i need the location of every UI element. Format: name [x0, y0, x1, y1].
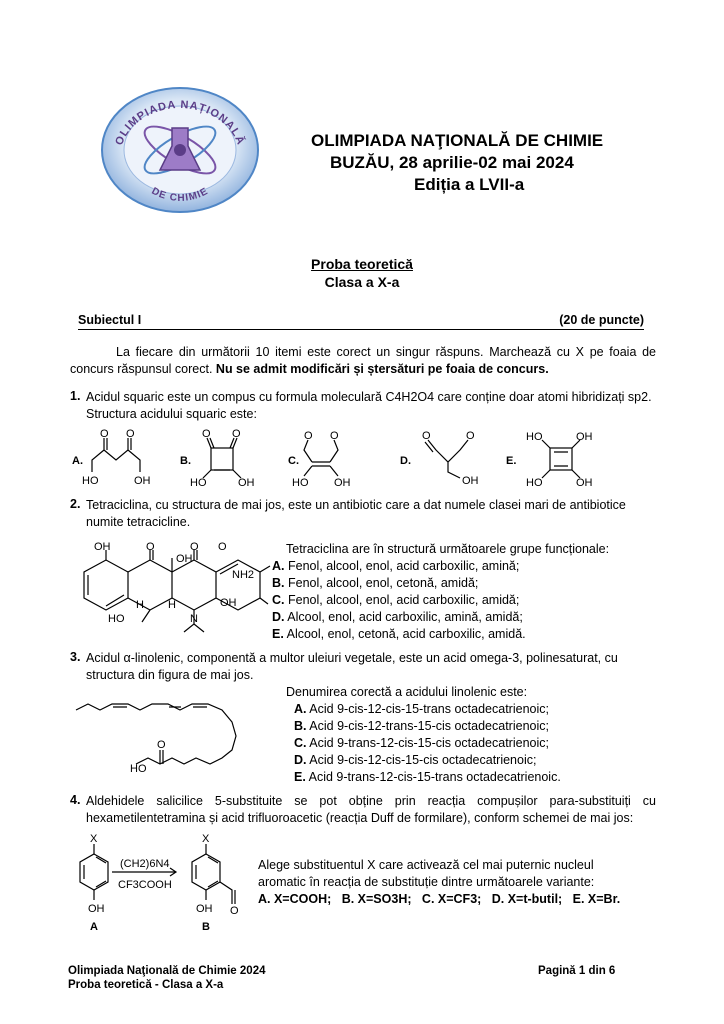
instructions	[70, 344, 656, 378]
q1-atom: O	[422, 430, 431, 442]
q1-atom: O	[126, 428, 135, 440]
q2-option-e: E. Alcool, enol, cetonă, acid carboxilic, amidă.	[272, 627, 526, 641]
q1-atom: HO	[82, 475, 99, 487]
q2-atom: OH	[176, 553, 193, 565]
logo	[98, 84, 262, 214]
exam-class: Clasa a X-a	[324, 274, 400, 290]
q1-atom: OH	[134, 475, 151, 487]
q2-atom: N	[190, 613, 198, 625]
q2-atom: OH	[220, 597, 237, 609]
q1-atom: HO	[526, 431, 543, 443]
duff-reaction-scheme	[72, 832, 252, 936]
q1-atom: OH	[334, 477, 351, 489]
q1-label-d: D.	[400, 455, 411, 467]
q2-atom: NH2	[232, 569, 255, 581]
q4-atom: OH	[196, 903, 213, 915]
q1-atom: HO	[526, 477, 543, 489]
q2-option-d: D. Alcool, enol, acid carboxilic, amină, amidă;	[272, 610, 523, 624]
q3-number: 3.	[70, 650, 81, 664]
subject-points: (20 de puncte)	[559, 313, 644, 327]
subject-bar	[78, 313, 644, 330]
q4-atom: X	[90, 833, 98, 845]
q1-atom: O	[202, 428, 211, 440]
q1-structures	[68, 428, 658, 490]
logo-text-bottom: DE CHIMIE	[149, 185, 211, 204]
q3-atom: HO	[130, 763, 147, 775]
q2-atom: H	[136, 599, 144, 611]
q1-atom: O	[330, 430, 339, 442]
q4-prompt: Alege substituentul X care activează cel mai puternic nucleul aromatic în reacția de substituție dintre următoarele variante:	[258, 858, 595, 889]
q2-atom: O	[190, 541, 199, 553]
q1-atom: HO	[190, 477, 207, 489]
q4-label-b: B	[202, 921, 210, 933]
q2-atom: OH	[94, 541, 111, 553]
q3-option-d: D. Acid 9-cis-12-cis-15-cis octadecatrienoic;	[294, 753, 537, 767]
location-dates: BUZĂU, 28 aprilie-02 mai 2024	[330, 153, 574, 172]
q2-atom: HO	[108, 613, 125, 625]
q4-atom: X	[202, 833, 210, 845]
q1-number: 1.	[70, 389, 81, 403]
q1-atom: O	[100, 428, 109, 440]
q1-label-a: A.	[72, 455, 83, 467]
q1-atom: OH	[238, 477, 255, 489]
q3-option-b: B. Acid 9-cis-12-trans-15-cis octadecatrienoic;	[294, 719, 549, 733]
q2-atom: H	[168, 599, 176, 611]
exam-title: Proba teoretică	[311, 256, 413, 272]
footer-page: Pagină 1 din 6	[538, 965, 616, 977]
q2-prompt: Tetraciclina are în structură următoarele grupe funcționale:	[286, 542, 610, 556]
instructions-warning: Nu se admit modificări și ștersături pe foaia de concurs.	[215, 362, 549, 376]
q3-text: Acidul α-linolenic, componentă a multor uleiuri vegetale, este un acid omega-3, polinesaturat, cu structura din figura de mai jos.	[86, 651, 618, 682]
q1-label-c: C.	[288, 455, 299, 467]
q2-options	[272, 558, 526, 643]
q2-option-a: A. Fenol, alcool, enol, acid carboxilic, amină;	[272, 559, 520, 573]
q2-atom: O	[218, 541, 227, 553]
edition: Ediția a LVII-a	[414, 175, 525, 194]
footer-left-1: Olimpiada Naţională de Chimie 2024	[68, 965, 266, 977]
q1-atom: O	[232, 428, 241, 440]
q2-option-b: B. Fenol, alcool, enol, cetonă, amidă;	[272, 576, 479, 590]
subject-name: Subiectul I	[78, 313, 142, 327]
q1-atom: OH	[576, 431, 593, 443]
q2-text: Tetraciclina, cu structura de mai jos, este un antibiotic care a dat numele clasei mari de antibiotice numite tetracicline.	[86, 498, 626, 529]
olympiad-title: OLIMPIADA NAŢIONALĂ DE CHIMIE	[311, 131, 604, 150]
instructions-text: La fiecare din următorii 10 itemi este corect un singur răspuns. Marchează cu X pe foaia de concurs răspunsul corect.	[70, 345, 656, 376]
q1-atom: O	[304, 430, 313, 442]
q3-option-e: E. Acid 9-trans-12-cis-15-trans octadecatrienoic.	[294, 770, 561, 784]
q1-atom: OH	[462, 475, 479, 487]
logo-emblem	[98, 84, 262, 214]
q2-number: 2.	[70, 497, 81, 511]
q4-atom: O	[230, 905, 239, 917]
q3-option-a: A. Acid 9-cis-12-cis-15-trans octadecatrienoic;	[294, 702, 549, 716]
q4-choices: A. X=COOH; B. X=SO3H; C. X=CF3; D. X=t-butil; E. X=Br.	[258, 892, 621, 906]
q4-text: Aldehidele salicilice 5-substituite se pot obține prin reacția compușilor para-substituiți cu hexametilentetramina și acid trifluoroacetic (reacția Duff de formilare), conform schemei de mai jos:	[86, 794, 656, 825]
q1-atom: HO	[292, 477, 309, 489]
q3-options	[294, 701, 561, 786]
q1-atom: OH	[576, 477, 593, 489]
q4-number: 4.	[70, 793, 81, 807]
logo-text-top: OLIMPIADA NAȚIONALĂ	[113, 98, 247, 147]
q2-atom: O	[146, 541, 155, 553]
q4-atom: OH	[88, 903, 105, 915]
q3-option-c: C. Acid 9-trans-12-cis-15-cis octadecatrienoic;	[294, 736, 549, 750]
q1-text: Acidul squaric este un compus cu formula moleculară C4H2O4 care conține doar atomi hibridizați sp2. Structura acidului squaric este:	[86, 390, 652, 421]
footer-left-2: Proba teoretică - Clasa a X-a	[68, 979, 224, 991]
q4-reagent-bottom: CF3COOH	[118, 879, 172, 891]
q4-label-a: A	[90, 921, 98, 933]
tetracycline-structure	[72, 538, 272, 638]
q3-atom: O	[157, 739, 166, 751]
q1-atom: O	[466, 430, 475, 442]
q2-option-c: C. Fenol, alcool, enol, acid carboxilic, amidă;	[272, 593, 520, 607]
q1-label-b: B.	[180, 455, 191, 467]
q1-label-e: E.	[506, 455, 517, 467]
q4-reagent-top: (CH2)6N4	[120, 858, 170, 870]
q3-prompt: Denumirea corectă a acidului linolenic este:	[286, 685, 528, 699]
linolenic-structure	[72, 692, 282, 778]
